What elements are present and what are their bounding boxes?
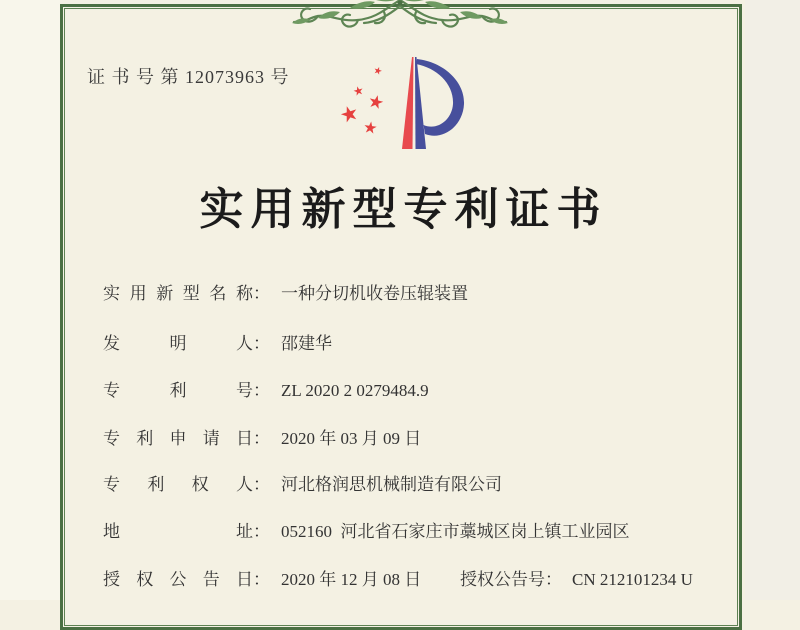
- field-value: 河北格润思机械制造有限公司: [281, 475, 502, 494]
- field-row-grant-date: [103, 567, 421, 592]
- certificate-title: 实用新型专利证书: [199, 185, 608, 234]
- field-value: 一种分切机收卷压辊装置: [281, 284, 468, 303]
- field-colon: ：: [253, 284, 270, 303]
- field-label: 授权公告日: [103, 570, 253, 589]
- logo-wedge-blue: [415, 57, 426, 149]
- field-colon: ：: [545, 570, 562, 589]
- field-value: ZL 2020 2 0279484.9: [281, 381, 429, 400]
- star-icon: ★: [336, 99, 362, 129]
- field-row-patent-number: [103, 378, 429, 403]
- cnipa-patent-logo: [338, 52, 470, 164]
- floral-flourish-icon: [280, 0, 520, 30]
- qr-code: [637, 66, 725, 154]
- field-label: 授权公告号: [460, 570, 545, 589]
- star-icon: ★: [365, 90, 387, 114]
- field-value: 2020 年 12 月 08 日: [281, 570, 422, 589]
- field-value: 邵建华: [281, 334, 332, 353]
- field-label: 发明人: [103, 334, 253, 353]
- field-value: 052160 河北省石家庄市藁城区岗上镇工业园区: [281, 522, 630, 541]
- field-row-patentee: [103, 472, 502, 497]
- field-value: CN 212101234 U: [572, 570, 693, 589]
- field-label: 专利号: [103, 381, 253, 400]
- star-icon: ★: [371, 64, 384, 79]
- field-row-grant-number: [460, 567, 693, 592]
- field-colon: ：: [253, 570, 270, 589]
- field-label: 地址: [103, 522, 253, 541]
- field-row-filing-date: [103, 426, 421, 451]
- page-margin-left: [0, 0, 60, 600]
- field-colon: ：: [253, 475, 270, 494]
- star-icon: ★: [361, 119, 379, 138]
- field-row-utility-model-name: [103, 281, 468, 306]
- logo-wedge-red: [402, 57, 414, 149]
- certificate-number: 证 书 号 第 12073963 号: [87, 67, 290, 87]
- field-colon: ：: [253, 381, 270, 400]
- field-colon: ：: [253, 334, 270, 353]
- field-colon: ：: [253, 429, 270, 448]
- field-label: 专利申请日: [103, 429, 253, 448]
- field-colon: ：: [253, 522, 270, 541]
- field-row-inventor: [103, 331, 332, 356]
- page-margin-right: [745, 0, 800, 600]
- field-label: 实用新型名称: [103, 284, 253, 303]
- field-label: 专利权人: [103, 475, 253, 494]
- field-value: 2020 年 03 月 09 日: [281, 429, 422, 448]
- field-row-address: [103, 519, 630, 544]
- star-icon: ★: [351, 82, 366, 100]
